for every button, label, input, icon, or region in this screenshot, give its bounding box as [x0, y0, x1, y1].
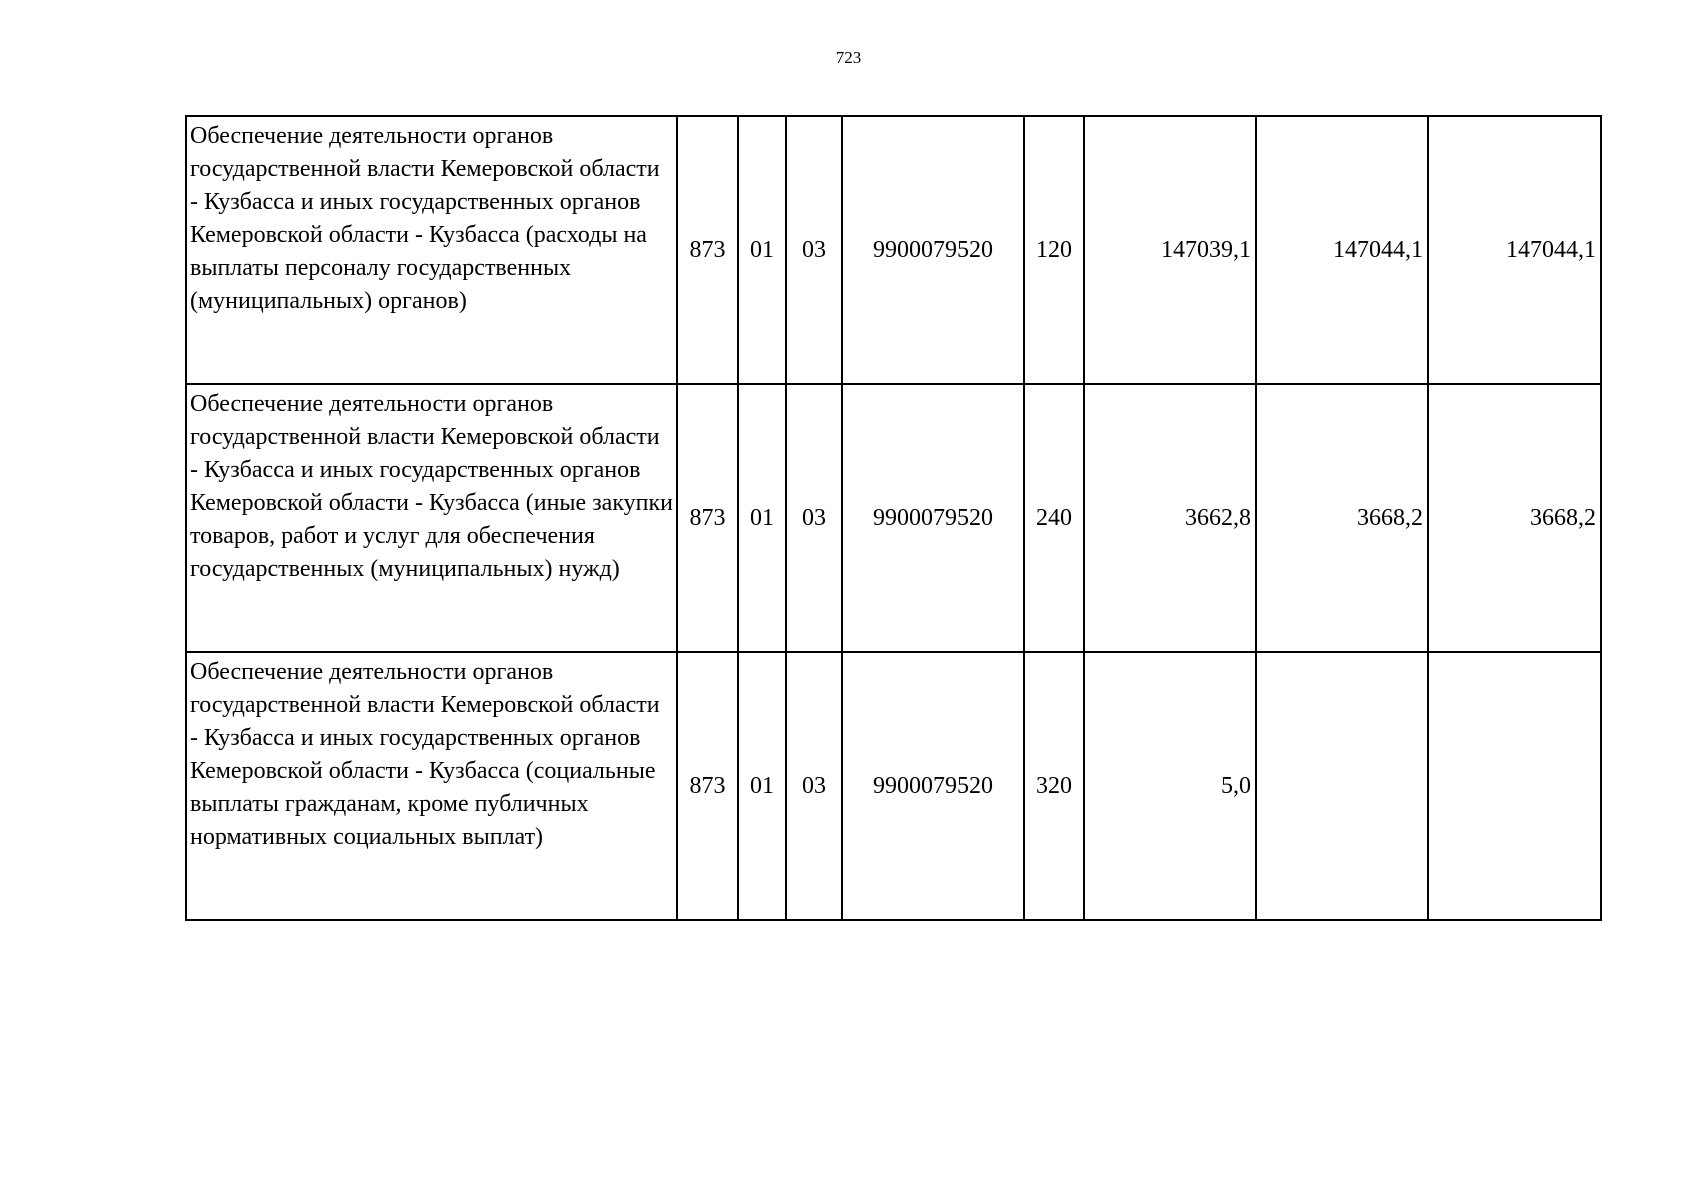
row-description: Обеспечение деятельности органов государственной власти Кемеровской области - Кузбасса и иных государственных органов Кемеровской области - Кузбасса (социальные выплаты гражданам, кроме публичных нормативных социальных выплат) [186, 652, 677, 920]
amount-3: 147044,1 [1428, 116, 1601, 384]
row-description: Обеспечение деятельности органов государственной власти Кемеровской области - Кузбасса и иных государственных органов Кемеровской области - Кузбасса (расходы на выплаты персоналу государственных (муниципальных) органов) [186, 116, 677, 384]
target-article-code: 9900079520 [842, 384, 1024, 652]
ministry-code: 873 [677, 116, 738, 384]
amount-2: 3668,2 [1256, 384, 1428, 652]
ministry-code: 873 [677, 652, 738, 920]
table-row [186, 116, 1601, 384]
target-article-code: 9900079520 [842, 652, 1024, 920]
table-row [186, 384, 1601, 652]
ministry-code: 873 [677, 384, 738, 652]
amount-1: 5,0 [1084, 652, 1256, 920]
expense-type-code: 240 [1024, 384, 1084, 652]
amount-3 [1428, 652, 1601, 920]
amount-1: 3662,8 [1084, 384, 1256, 652]
subsection-code: 03 [786, 116, 842, 384]
subsection-code: 03 [786, 652, 842, 920]
amount-3: 3668,2 [1428, 384, 1601, 652]
amount-2: 147044,1 [1256, 116, 1428, 384]
section-code: 01 [738, 384, 786, 652]
subsection-code: 03 [786, 384, 842, 652]
expense-type-code: 120 [1024, 116, 1084, 384]
table-row [186, 652, 1601, 920]
page-number: 723 [835, 48, 862, 67]
expense-type-code: 320 [1024, 652, 1084, 920]
section-code: 01 [738, 652, 786, 920]
target-article-code: 9900079520 [842, 116, 1024, 384]
row-description: Обеспечение деятельности органов государственной власти Кемеровской области - Кузбасса и иных государственных органов Кемеровской области - Кузбасса (иные закупки товаров, работ и услуг для обеспечения государственных (муниципальных) нужд) [186, 384, 677, 652]
budget-table [185, 115, 1602, 921]
amount-1: 147039,1 [1084, 116, 1256, 384]
amount-2 [1256, 652, 1428, 920]
section-code: 01 [738, 116, 786, 384]
